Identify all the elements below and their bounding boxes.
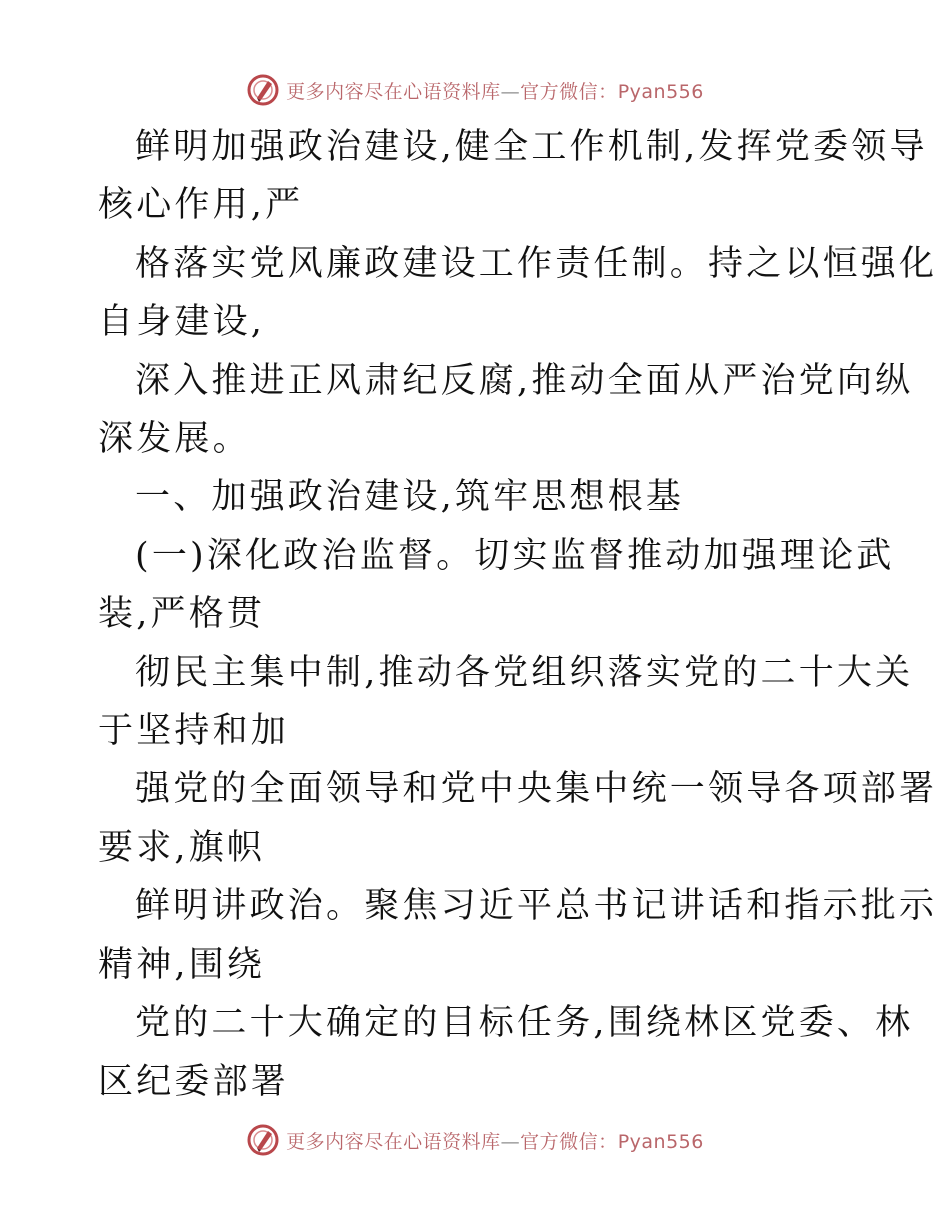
- text-line: 精神,围绕: [98, 944, 266, 985]
- text-line: 自身建设,: [98, 302, 266, 343]
- header-banner-text: [286, 77, 704, 104]
- text-line: 于坚持和加: [98, 711, 290, 752]
- header-banner-account: Pyan556: [617, 80, 704, 103]
- text-line: 格落实党风廉政建设工作责任制。持之以恒强化: [135, 243, 938, 284]
- text-line: 深发展。: [98, 419, 251, 460]
- text-line: 彻民主集中制,推动各党组织落实党的二十大关: [135, 652, 914, 693]
- text-line: 要求,旗帜: [98, 827, 266, 868]
- header-banner-dash: —: [500, 80, 521, 103]
- text-line: 鲜明加强政治建设,健全工作机制,发挥党委领导: [135, 127, 928, 167]
- header-banner-label: 官方微信：: [520, 80, 618, 103]
- pen-logo-icon: [246, 1123, 280, 1157]
- text-line: 强党的全面领导和党中央集中统一领导各项部署: [135, 769, 938, 810]
- footer-banner-text: [286, 1127, 704, 1154]
- header-banner: [0, 70, 950, 110]
- text-line: 装,严格贯: [98, 594, 266, 635]
- text-line: 党的二十大确定的目标任务,围绕林区党委、林: [135, 1003, 914, 1044]
- document-body: [98, 118, 938, 1111]
- text-line: 深入推进正风肃纪反腐,推动全面从严治党向纵: [135, 360, 914, 401]
- footer-banner-label: 官方微信：: [520, 1130, 618, 1153]
- text-line: 区纪委部署: [98, 1061, 290, 1102]
- footer-banner-inner: [246, 1123, 704, 1157]
- footer-banner-main: 更多内容尽在心语资料库: [286, 1130, 501, 1153]
- header-banner-main: 更多内容尽在心语资料库: [286, 80, 501, 103]
- text-line: 鲜明讲政治。聚焦习近平总书记讲话和指示批示: [135, 886, 938, 927]
- text-line: 一、加强政治建设,筑牢思想根基: [135, 477, 685, 518]
- text-line: 核心作用,严: [98, 185, 304, 226]
- text-line: (一)深化政治监督。切实监督推动加强理论武: [135, 535, 895, 576]
- footer-banner-account: Pyan556: [617, 1130, 704, 1153]
- footer-banner-dash: —: [500, 1130, 521, 1153]
- pen-logo-icon: [246, 73, 280, 107]
- header-banner-inner: [246, 73, 704, 107]
- footer-banner: [0, 1120, 950, 1160]
